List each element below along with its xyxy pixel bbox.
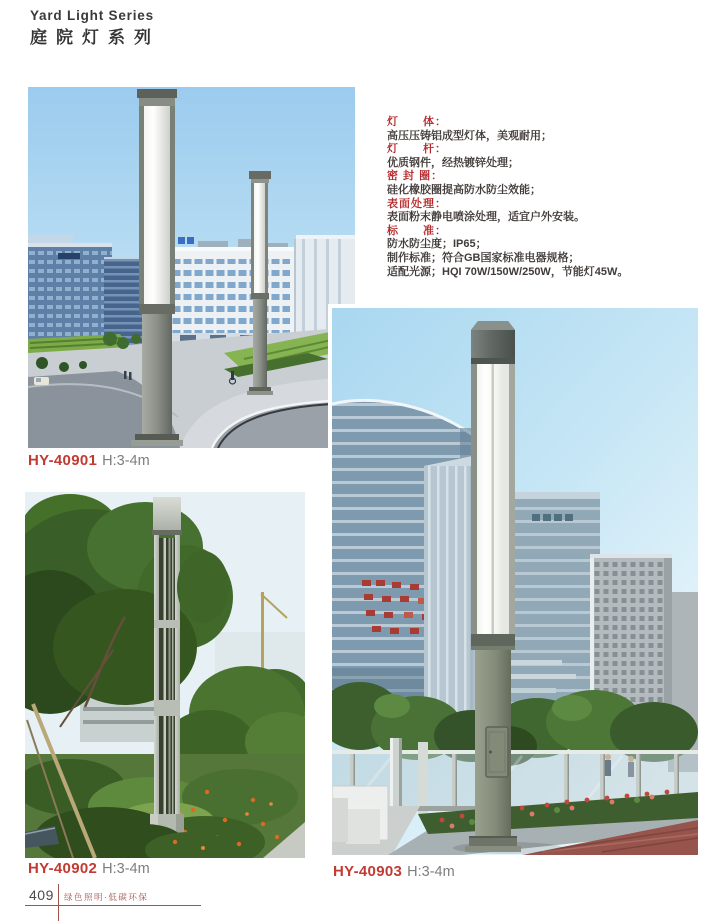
spec-label: 灯 体： <box>387 116 447 128</box>
spec-text: 防水防尘度；IP65； <box>387 238 487 251</box>
product-code: HY-40901 <box>28 452 98 469</box>
footer-rule-vertical <box>58 884 59 921</box>
spec-text: 优质钢件，经热镀锌处理； <box>387 156 519 169</box>
footer-rule-horizontal <box>25 905 201 906</box>
product-label-hy40902 <box>28 860 150 877</box>
product-label-hy40901 <box>28 452 150 469</box>
spec-text: 制作标准；符合GB国家标准电器规格； <box>387 251 580 264</box>
spec-text: 适配光源；HQI 70W/150W/250W，节能灯45W。 <box>387 265 629 278</box>
lamp-post <box>150 497 184 858</box>
spec-text: 高压压铸铝成型灯体，美观耐用； <box>387 129 552 142</box>
product-height: H:3-4m <box>102 861 150 877</box>
product-code: HY-40903 <box>333 863 403 880</box>
spec-label: 标 准： <box>387 224 447 237</box>
product-label-hy40903 <box>333 863 455 880</box>
spec-label: 密 封 圈： <box>387 170 444 183</box>
photo-hy40901 <box>28 87 355 448</box>
spec-text: 硅化橡胶圈提高防水防尘效能； <box>387 183 541 196</box>
photo-hy40902 <box>25 492 305 858</box>
spec-text: 表面粉末静电喷涂处理，适宜户外安装。 <box>387 211 585 224</box>
photo-hy40903-frame <box>328 304 702 859</box>
spec-list <box>387 116 702 279</box>
spec-label: 灯 杆： <box>387 143 447 156</box>
spec-label: 表面处理： <box>387 197 447 210</box>
product-height: H:3-4m <box>407 864 455 880</box>
series-title-en: Yard Light Series <box>30 8 154 23</box>
product-height: H:3-4m <box>102 453 150 469</box>
footer-slogan: 绿色照明·低碳环保 <box>64 892 149 902</box>
photo-hy40903 <box>332 308 698 855</box>
product-code: HY-40902 <box>28 860 98 877</box>
page-number: 409 <box>29 887 54 903</box>
series-title-zh: 庭院灯系列 <box>30 28 160 47</box>
